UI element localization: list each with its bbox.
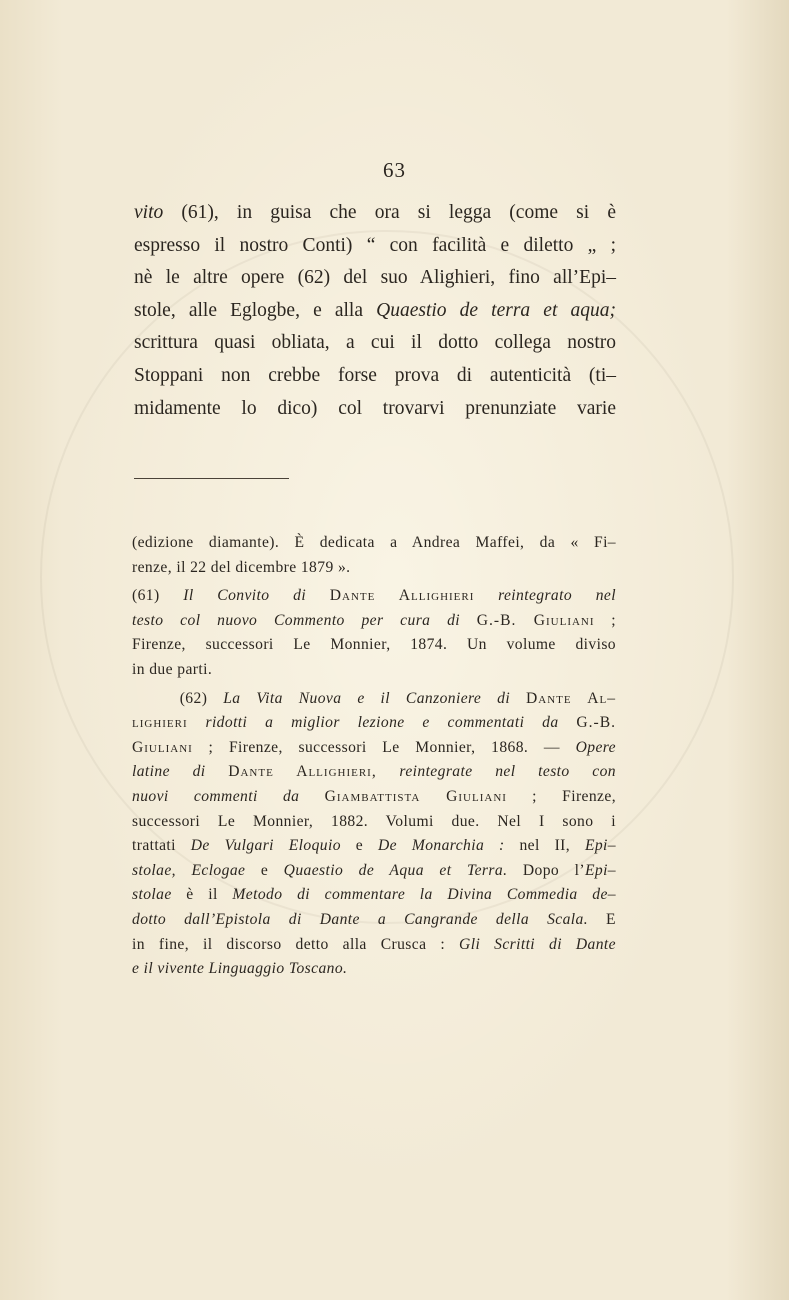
body-line: Stoppani non crebbe forse prova di autenticità (ti– xyxy=(134,364,616,386)
body-text xyxy=(134,197,616,425)
footnote-62-line: in fine, il discorso detto alla Crusca : Gli Scritti di Dante xyxy=(132,935,616,953)
footnote-61-line: testo col nuovo Commento per cura di G.-B. Giuliani ; xyxy=(132,611,616,629)
footnote-61-line: Firenze, successori Le Monnier, 1874. Un volume diviso xyxy=(132,636,616,654)
body-line: vito (61), in guisa che ora si legga (come si è xyxy=(134,202,616,223)
footnote-62-line: stolae è il Metodo di commentare la Divina Commedia de– xyxy=(132,886,616,904)
footnote-62-line: successori Le Monnier, 1882. Volumi due. Nel I sono i xyxy=(132,812,616,830)
body-line: scrittura quasi obliata, a cui il dotto collega nostro xyxy=(134,332,616,354)
footnote-62-line: lighieri ridotti a miglior lezione e commentati da G.-B. xyxy=(132,714,616,732)
body-line: espresso il nostro Conti) “ con facilità e diletto „ ; xyxy=(134,234,616,256)
footnote-61-line: in due parti. xyxy=(132,660,213,678)
footnote-line: renze, il 22 del dicembre 1879 ». xyxy=(132,558,351,576)
body-line: midamente lo dico) col trovarvi prenunziate varie xyxy=(134,397,616,419)
footnote-62-line: dotto dall’Epistola di Dante a Cangrande della Scala. E xyxy=(132,910,616,928)
footnote-61-line: (61) Il Convito di Dante Allighieri reintegrato nel xyxy=(132,587,616,605)
page-number: 63 xyxy=(383,158,406,182)
footnote-62-line: nuovi commenti da Giambattista Giuliani ; Firenze, xyxy=(132,787,616,805)
footnote-62-line: latine di Dante Allighieri, reintegrate nel testo con xyxy=(132,763,616,781)
footnote-62-line: (62) La Vita Nuova e il Canzoniere di Dante Al– xyxy=(179,689,616,707)
footnote-62-line: stolae, Eclogae e Quaestio de Aqua et Terra. Dopo l’Epi– xyxy=(132,861,617,879)
body-line: stole, alle Eglogbe, e alla Quaestio de terra et aqua; xyxy=(134,299,616,321)
footnote-62-line: Giuliani ; Firenze, successori Le Monnier, 1868. — Opere xyxy=(132,738,616,756)
footnote-62-line: e il vivente Linguaggio Toscano. xyxy=(132,960,348,978)
body-line: nè le altre opere (62) del suo Alighieri, fino all’Epi– xyxy=(134,267,616,289)
footnotes xyxy=(132,531,616,982)
footnote-separator xyxy=(134,478,289,479)
footnote-62-line: trattati De Vulgari Eloquio e De Monarchia : nel II, Epi– xyxy=(132,837,616,855)
footnote-line: (edizione diamante). È dedicata a Andrea Maffei, da « Fi– xyxy=(132,534,616,551)
